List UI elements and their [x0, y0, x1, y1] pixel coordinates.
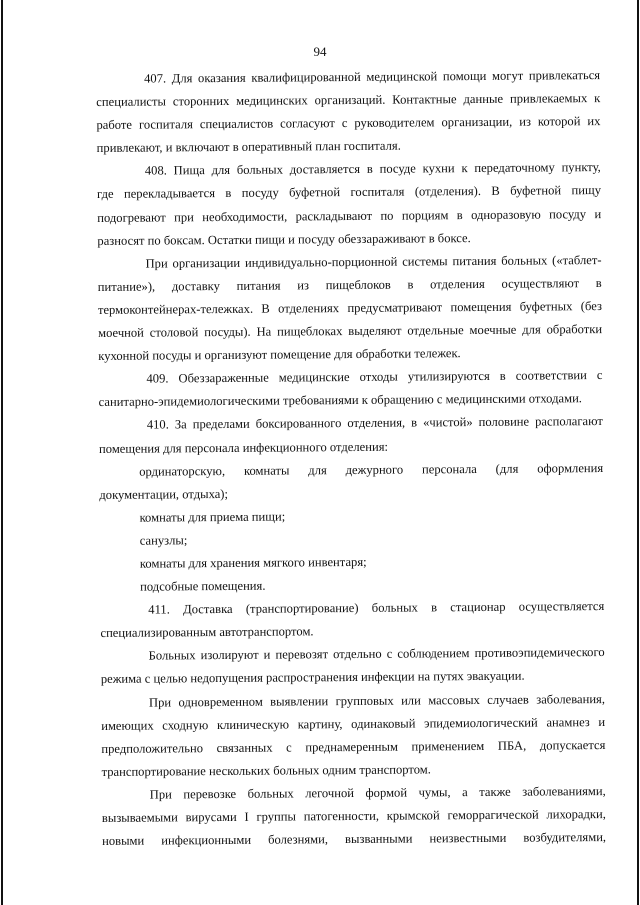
paragraph-portion-meals: [97, 249, 602, 368]
text-line: документации, отдыха);: [99, 486, 229, 502]
paragraph-isolation: [101, 641, 605, 691]
text-line: моечной столовой посуды). На пищеблоках выделяют отдельные моечные для обработки: [98, 322, 603, 341]
paragraph-411: [100, 595, 604, 645]
text-line: работе госпиталя специалистов согласуют с руководителем организации, из которой их: [96, 114, 601, 133]
text-line: привлекают, и включают в оперативный план госпиталя.: [96, 138, 401, 156]
text-line: комнаты для приема пищи;: [139, 509, 286, 525]
text-line: специалисты сторонних медицинских организаций. Контактные данные привлекаемых к: [96, 91, 601, 110]
text-line: При одновременном выявлении групповых или массовых случаев заболевания,: [148, 691, 606, 710]
text-line: ординаторскую, комнаты для дежурного персонала (для оформления: [139, 460, 604, 479]
text-line: Больных изолируют и перевозят отдельно с соблюдением противоэпидемического: [148, 645, 605, 663]
text-line: предположительно связанных с преднамеренным применением ПБА, допускается: [101, 737, 606, 756]
text-line: транспортирование нескольких больных одним транспортом.: [101, 762, 431, 779]
text-line: кухонной посуды и организуют помещение для обработки тележек.: [98, 346, 461, 364]
text-line: новыми инфекционными болезнями, вызванными неизвестными возбудителями,: [102, 830, 607, 849]
list-item: [99, 457, 603, 507]
page-number: 94: [313, 44, 327, 59]
paragraph-plague-transport: [102, 780, 607, 853]
paragraph-408: [97, 156, 602, 252]
text-line: комнаты для хранения мягкого инвентаря;: [139, 554, 367, 571]
text-line: 408. Пища для больных доставляется в посуде кухни к передаточному пункту,: [144, 160, 601, 178]
text-line: подогревают при необходимости, раскладывают по порциям в одноразовую посуду и: [97, 206, 602, 225]
scan-edge-right: [637, 0, 639, 905]
text-line: питание»), доставку питания из пищеблоков в отделения осуществляют в: [97, 275, 602, 294]
document-body: [96, 64, 606, 853]
text-line: 407. Для оказания квалифицированной медицинской помощи могут привлекаться: [144, 68, 601, 86]
paragraph-407: [96, 64, 601, 160]
paragraph-410: [99, 410, 603, 460]
text-line: вызываемыми вирусами I группы патогенности, крымской геморрагической лихорадки,: [101, 806, 606, 825]
text-line: санузлы;: [139, 533, 188, 548]
text-line: При организации индивидуально-порционной системы питания больных («таблет-: [145, 252, 602, 271]
text-line: имеющих сходную клиническую картину, одинаковый эпидемиологический анамнез и: [101, 714, 606, 733]
text-line: При перевозке больных легочной формой чумы, а также заболеваниями,: [149, 783, 606, 802]
scan-edge-left: [1, 0, 3, 905]
text-line: 410. За пределами боксированного отделения, в «чистой» половине располагают: [146, 414, 603, 432]
text-line: санитарно-эпидемиологическими требованиями к обращению с медицинскими отходами.: [98, 391, 582, 410]
text-line: режима с целью недопущения распространения инфекции на путях эвакуации.: [100, 669, 525, 687]
text-line: подсобные помещения.: [140, 578, 266, 594]
text-line: разносят по боксам. Остатки пищи и посуду обеззараживают в боксе.: [97, 230, 471, 248]
text-line: специализированным автотранспортом.: [100, 624, 314, 641]
text-line: 411. Доставка (транспортирование) больных в стационар осуществляется: [148, 599, 605, 617]
paragraph-group-cases: [101, 688, 606, 784]
text-line: помещения для персонала инфекционного отделения:: [98, 439, 389, 456]
text-line: термоконтейнерах-тележках. В отделениях предусматривают помещения буфетных (без: [97, 298, 602, 317]
paragraph-409: [98, 364, 602, 414]
text-line: где перекладывается в посуду буфетной госпиталя (отделения). В буфетной пищу: [96, 183, 602, 202]
text-line: 409. Обеззараженные медицинские отходы утилизируются в соответствии с: [146, 368, 603, 386]
